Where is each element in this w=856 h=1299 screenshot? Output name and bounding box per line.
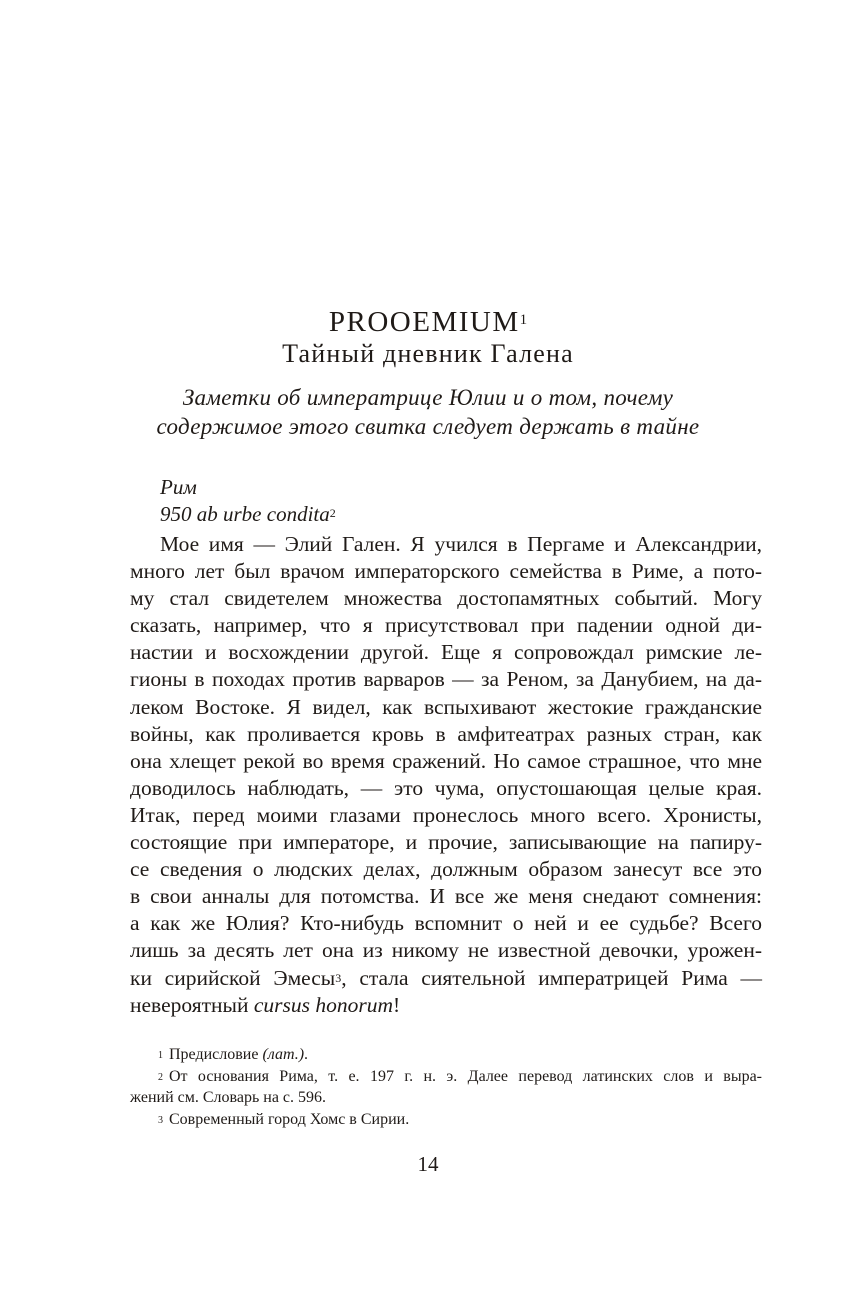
body-line: лишь за десять лет она из никому не известной девочки, урожен- (130, 938, 762, 963)
footnote-number: 3 (158, 1114, 163, 1126)
footnotes (130, 1044, 762, 1130)
body-line (130, 965, 762, 992)
footnote-number: 1 (158, 1050, 163, 1061)
dateline-date: 950 ab urbe condita (160, 502, 330, 526)
chapter-title-text: PROOEMIUM (328, 306, 520, 338)
body-line: се сведения о людских делах, должным образом занесут все это (130, 857, 762, 882)
page-number: 14 (417, 1152, 439, 1176)
footnote-text: Предисловие (169, 1046, 263, 1063)
body-line: войны, как проливается кровь в амфитеатрах разных стран, как (130, 721, 762, 746)
footnote-1 (130, 1044, 762, 1066)
body-line: а как же Юлия? Кто-нибудь вспомнит о ней и ее судьбе? Всего (130, 911, 762, 936)
footnote-text: . (304, 1046, 309, 1063)
body-text-fragment: ! (393, 992, 401, 1017)
chapter-epigraph (0, 383, 856, 441)
latin-phrase: cursus honorum (253, 992, 393, 1017)
dateline (160, 474, 336, 528)
body-line: доводилось наблюдать, — это чума, опустошающая целые края. (130, 775, 762, 800)
footnote-number: 2 (158, 1071, 163, 1083)
body-line: состоящие при императоре, и прочие, записывающие на папиру- (130, 830, 762, 855)
footnote-italic: (лат.) (262, 1046, 305, 1063)
body-line: гионы в походах против варваров — за Реном, за Данубием, на да- (130, 667, 762, 692)
epigraph-line: Заметки об императрице Юлии и о том, почему (182, 385, 674, 410)
footnote-text: От основания Рима, т. е. 197 г. н. э. Далее перевод латинских слов и выра- (169, 1067, 762, 1085)
dateline-date-row (160, 501, 336, 528)
body-line: много лет был врачом императорского семейства в Риме, а пото- (130, 559, 762, 584)
footnote-2 (130, 1066, 762, 1088)
body-line: настии и восхождении другой. Еще я сопровождал римские ле- (130, 640, 762, 665)
footnote-ref-1: 1 (519, 312, 528, 328)
body-line: она хлещет рекой во время сражений. Но самое страшное, что мне (130, 748, 762, 773)
dateline-place: Рим (160, 475, 197, 499)
footnote-2-continued: жений см. Словарь на с. 596. (130, 1089, 327, 1107)
body-text-fragment: ки сирийской Эмесы (130, 965, 336, 990)
body-text-fragment: невероятный (130, 992, 254, 1017)
footnote-ref-2: 2 (329, 506, 336, 520)
body-text-fragment: , стала сиятельной императрицей Рима — (341, 965, 762, 990)
epigraph-line: содержимое этого свитка следует держать в тайне (156, 414, 700, 439)
footnote-3 (130, 1109, 762, 1131)
body-line: в свои анналы для потомства. И все же меня снедают сомнения: (130, 884, 762, 909)
body-line: леком Востоке. Я видел, как вспыхивают жестокие гражданские (130, 694, 762, 719)
chapter-title (0, 305, 856, 339)
chapter-subtitle: Тайный дневник Галена (282, 339, 574, 368)
body-line: му стал свидетелем множества достопамятных событий. Могу (130, 586, 762, 611)
footnote-ref-3: 3 (335, 970, 342, 985)
body-line: Мое имя — Элий Гален. Я учился в Пергаме и Александрии, (160, 532, 762, 556)
body-line: сказать, например, что я присутствовал при падении одной ди- (130, 613, 762, 638)
body-line (130, 992, 762, 1019)
body-paragraph (130, 531, 762, 1019)
body-line: Итак, перед моими глазами пронеслось много всего. Хронисты, (130, 802, 762, 827)
footnote-text: Современный город Хомс в Сирии. (169, 1110, 410, 1128)
